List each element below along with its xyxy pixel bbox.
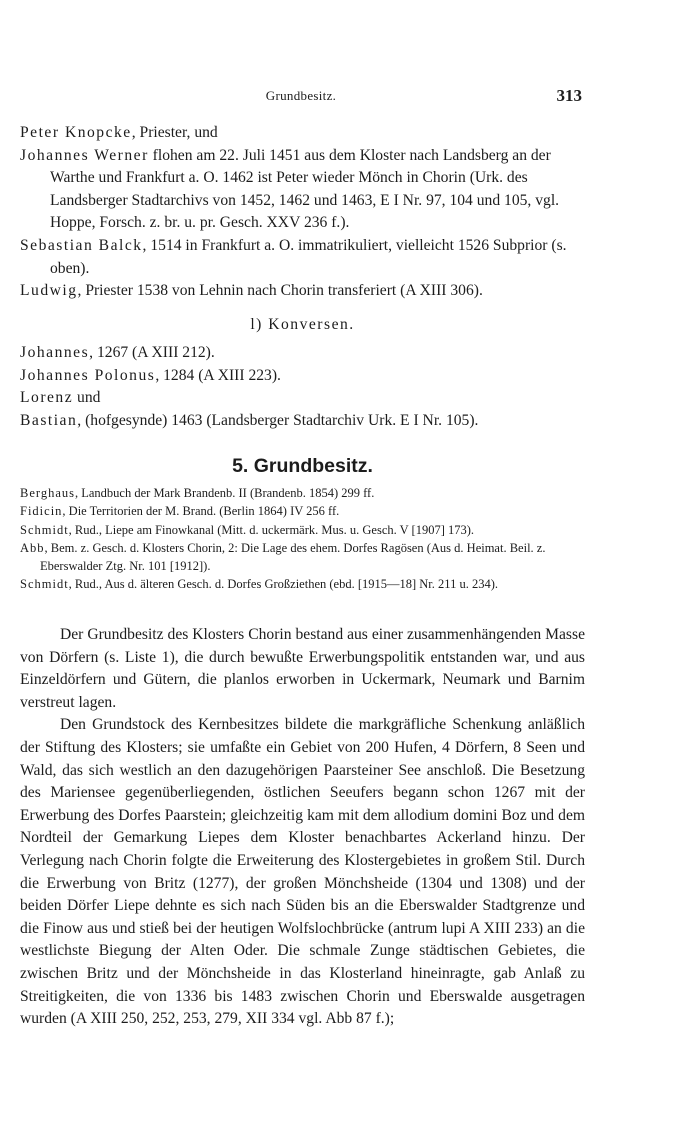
entry-name: Ludwig (20, 282, 78, 300)
reference-author: Schmidt (20, 522, 69, 537)
reference-item (20, 521, 585, 539)
entry-text: flohen am 22. Juli 1451 aus dem Kloster nach Landsberg an der Warthe und Frankfurt a. O. 1462 ist Peter wieder Mönch in Chorin (Urk. des Landsberger Stadtarchivs von 1452, 1462 und 1463, E I Nr. 97, 104 und 105, vgl. Hoppe, Forsch. z. br. u. pr. Gesch. XXV 236 f.). (50, 146, 560, 232)
reference-item (20, 539, 585, 576)
reference-author: Schmidt (20, 577, 69, 592)
monk-entry (20, 122, 585, 145)
entry-text: , Priester, und (131, 124, 218, 141)
entry-text: und (73, 389, 101, 407)
entry-text: , 1284 (A XIII 223). (155, 366, 281, 384)
monk-entries (20, 122, 585, 303)
entry-text: , (hofgesynde) 1463 (Landsberger Stadtarchiv Urk. E I Nr. 105). (77, 411, 479, 429)
running-head-title: Grundbesitz. (265, 88, 337, 103)
reference-item (20, 484, 585, 502)
reference-author: Fidicin (20, 504, 63, 519)
bibliography (20, 484, 585, 594)
entry-name: Peter Knopcke (20, 124, 132, 141)
entry-name: Johannes Polonus (20, 366, 156, 384)
reference-text: , Rud., Aus d. älteren Gesch. d. Dorfes Großziethen (ebd. [1915—18] Nr. 211 u. 234). (68, 577, 498, 592)
entry-name: Johannes Werner (20, 146, 149, 164)
reference-item (20, 502, 585, 520)
reference-author: Berghaus (20, 486, 75, 500)
convert-entry (20, 365, 585, 388)
entry-name: Johannes (20, 344, 90, 361)
entry-text: , 1267 (A XIII 212). (89, 344, 215, 361)
page-number: 313 (556, 86, 582, 105)
entry-name: Bastian (20, 411, 78, 429)
reference-text: , Die Territorien der M. Brand. (Berlin 1864) IV 256 ff. (62, 504, 340, 519)
monk-entry (20, 145, 585, 235)
convert-entry (20, 342, 585, 365)
reference-item (20, 575, 585, 593)
subsection-heading: l) Konversen. (250, 316, 355, 333)
convert-entry (20, 410, 585, 433)
body-text (20, 624, 585, 1031)
entry-name: Sebastian Balck (20, 236, 143, 254)
paragraph: Den Grundstock des Kernbesitzes bildete die markgräfliche Schenkung anläßlich der Stiftung des Klosters; sie umfaßte ein Gebiet von 200 Hufen, 4 Dörfern, 8 Seen und Wald, das sich westlich an den dazugehörigen Paarsteiner See anschloß. Die Besetzung des Mariensee gegenüberliegenden, östlichen Seeufers begann schon 1267 mit der Erwerbung des Dorfes Paarstein; gleichzeitig kam mit dem allodium domini Boz und dem Nordteil der Gemarkung Liepes dem Kloster benachbartes Ackerland hinzu. Der Verlegung nach Chorin folgte die Erweiterung des Klostergebietes in großem Stil. Durch die Erwerbung von Britz (1277), der großen Mönchsheide (1304 und 1308) und der beiden Dörfer Liepe dehnte es sich nach Süden bis an die Eberswalder Stadtgrenze und die Finow aus und stieß bei der heutigen Wolfslochbrücke (antrum lupi A XIII 233) an die westlichste Biegung der Alten Oder. Die schmale Zunge städtischen Gebietes, die zwischen Britz und der Mönchsheide in das Klosterland hineinragte, gab Anlaß zu Streitigkeiten, die von 1336 bis 1483 zwischen Chorin und Eberswalde ausgetragen wurden (A XIII 250, 252, 253, 279, XII 334 vgl. Abb 87 f.); (20, 716, 585, 1028)
reference-text: , Rud., Liepe am Finowkanal (Mitt. d. uckermärk. Mus. u. Gesch. V [1907] 173). (68, 522, 475, 537)
convert-entries (20, 342, 585, 432)
running-head (20, 86, 582, 106)
entry-text: , Priester 1538 von Lehnin nach Chorin transferiert (A XIII 306). (77, 282, 483, 300)
reference-text: , Landbuch der Mark Brandenb. II (Brandenb. 1854) 299 ff. (75, 486, 375, 500)
entry-text: , 1514 in Frankfurt a. O. immatrikuliert, vielleicht 1526 Subprior (s. oben). (50, 236, 567, 277)
entry-name: Lorenz (20, 389, 74, 407)
reference-text: , Bem. z. Gesch. d. Klosters Chorin, 2: Die Lage des ehem. Dorfes Ragösen (Aus d. Heimat. Beil. z. Eberswalder Ztg. Nr. 101 [1912]). (40, 540, 546, 574)
section-heading: 5. Grundbesitz. (232, 455, 373, 477)
reference-author: Abb (20, 540, 45, 555)
monk-entry (20, 280, 585, 303)
convert-entry (20, 387, 585, 410)
monk-entry (20, 235, 585, 280)
paragraph: Der Grundbesitz des Klosters Chorin bestand aus einer zusammenhängenden Masse von Dörfern (s. Liste 1), die durch bewußte Erwerbungspolitik entstanden war, und aus Einzeldörfern und Gütern, die planlos erworben in Uckermark, Neumark und Barnim verstreut lagen. (20, 626, 585, 711)
